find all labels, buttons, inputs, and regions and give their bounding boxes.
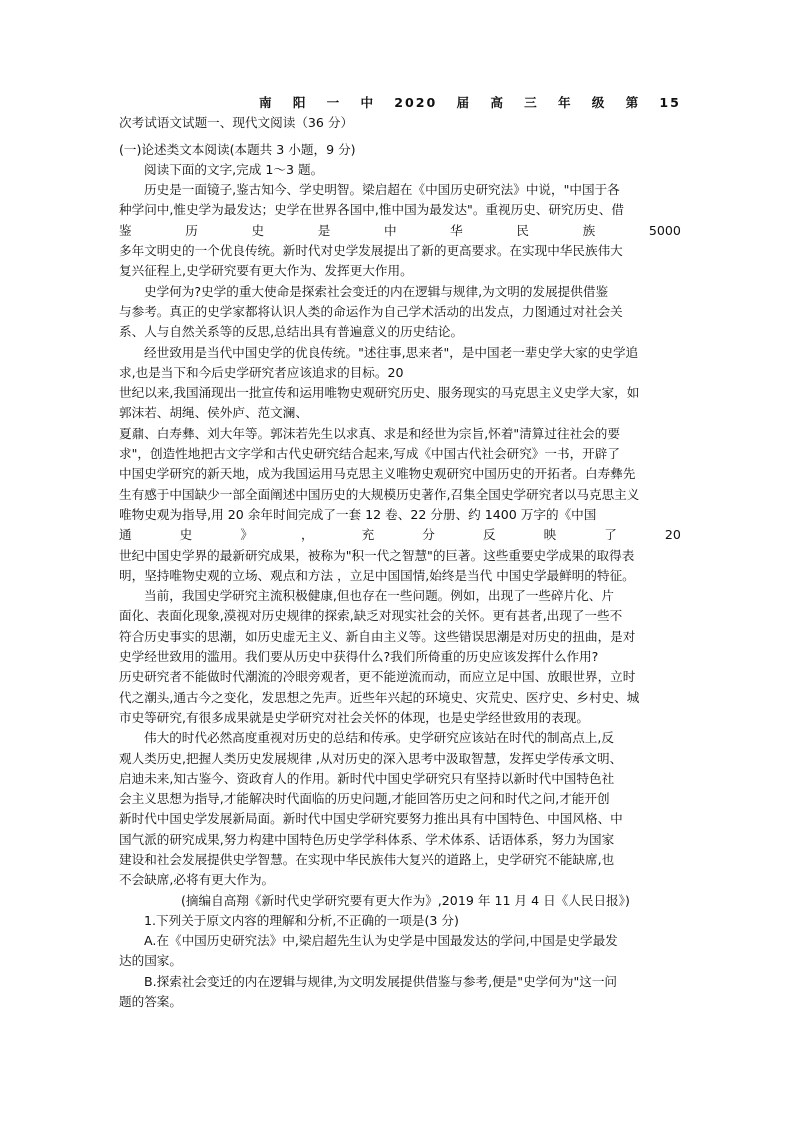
paragraph-line: 系、人与自然关系等的反思,总结出具有普遍意义的历史结论。 xyxy=(119,324,464,340)
option-a-continued: 达的国家。 xyxy=(119,953,182,969)
paragraph-line: 历史是一面镜子,鉴古知今、学史明智。梁启超在《中国历史研究法》中说，"中国于各 xyxy=(144,182,620,198)
title-part: 中 xyxy=(360,95,376,110)
option-b-continued: 题的答案。 xyxy=(119,994,182,1010)
paragraph-line: 不会缺席,必将有更大作为。 xyxy=(119,872,275,888)
paragraph-line: 世纪以来,我国涌现出一批宣传和运用唯物史观研究历史、服务现实的马克思主义史学大家，如 xyxy=(119,385,640,401)
word: 史 xyxy=(179,527,193,543)
paragraph-line: 面化、表面化现象,漠视对历史规律的探索,缺乏对现实社会的关怀。更有甚者,出现了一些不 xyxy=(119,608,623,624)
word: ， xyxy=(300,527,314,543)
paragraph-line: 启迪未来,知古鉴今、资政育人的作用。新时代中国史学研究只有坚持以新时代中国特色社 xyxy=(119,770,615,786)
paragraph-line: 历史研究者不能做时代潮流的冷眼旁观者，更不能逆流而动，而应立足中国、放眼世界，立时 xyxy=(119,669,636,685)
word: 5000 xyxy=(648,222,681,238)
word: 是 xyxy=(317,222,331,238)
word: 史 xyxy=(251,222,265,238)
paragraph-line: 当前，我国史学研究主流积极健康,但也存在一些问题。例如，出现了一些碎片化、片 xyxy=(144,588,614,604)
word: 映 xyxy=(543,527,557,543)
paragraph-line: 复兴征程上,史学研究要有更大作为、发挥更大作用。 xyxy=(119,263,413,279)
word: 通 xyxy=(119,527,132,543)
word: 分 xyxy=(422,527,435,543)
title-part: 一 xyxy=(326,95,342,110)
option-b: B.探索社会变迁的内在逻辑与规律,为文明发展提供借鉴与参考,便是"史学何为"这一问 xyxy=(144,973,618,989)
paragraph-line: 符合历史事实的思潮，如历史虚无主义、新自由主义等。这些错误思潮是对历史的扭曲，是对 xyxy=(119,628,636,644)
paragraph-line: 市史等研究,有很多成果就是史学研究对社会关怀的体现，也是史学经世致用的表现。 xyxy=(119,709,589,725)
paragraph-line: 观人类历史,把握人类历史发展规律 ,从对历史的深入思考中汲取智慧，发挥史学传承文明、 xyxy=(119,750,623,766)
paragraph-line-justified xyxy=(119,525,681,545)
section-instruction: 阅读下面的文字,完成 1～3 题。 xyxy=(144,161,324,177)
title-part: 15 xyxy=(659,95,681,110)
paragraph-line: 求,也是当下和今后史学研究者应该追求的目标。20 xyxy=(119,364,404,380)
title-part: 三 xyxy=(524,95,539,110)
option-a: A.在《中国历史研究法》中,梁启超先生认为史学是中国最发达的学问,中国是史学最发 xyxy=(144,933,618,949)
title-part: 阳 xyxy=(292,95,308,110)
source-citation: (摘编自高翔《新时代史学研究要有更大作为》,2019 年 11 月 4 日《人民日报》) xyxy=(181,892,630,908)
paragraph-line: 经世致用是当代中国史学的优良传统。"述往事,思来者"，是中国老一辈史学大家的史学追 xyxy=(144,344,639,360)
exam-title-continued: 次考试语文试题一、现代文阅读（36 分） xyxy=(119,115,354,131)
title-part: 南 xyxy=(259,95,274,110)
paragraph-line: 新时代中国史学发展新局面。新时代中国史学研究要努力推出具有中国特色、中国风格、中 xyxy=(119,811,623,827)
paragraph-line: 世纪中国史学界的最新研究成果，被称为"积一代之智慧"的巨著。这些重要史学成果的取得表 xyxy=(119,547,635,563)
paragraph-line: 生有感于中国缺少一部全面阐述中国历史的大规模历史著作,召集全国史学研究者以马克思主义 xyxy=(119,486,640,502)
document-body xyxy=(119,93,681,1012)
paragraph-line: 种学问中,惟史学为最发达；史学在世界各国中,惟中国为最发达"。重视历史、研究历史、借 xyxy=(119,202,624,218)
paragraph-line: 史学经世致用的滥用。我们要从历史中获得什么?我们所倚重的历史应该发挥什么作用? xyxy=(119,649,599,665)
paragraph-line: 建设和社会发展提供史学智慧。在实现中华民族伟大复兴的道路上，史学研究不能缺席,也 xyxy=(119,851,615,867)
word: 中 xyxy=(383,222,397,238)
word: 族 xyxy=(582,222,596,238)
paragraph-line: 史学何为?史学的重大使命是探索社会变迁的内在逻辑与规律,为文明的发展提供借鉴 xyxy=(144,283,609,299)
paragraph-line: 明，坚持唯物史观的立场、观点和方法 ，立足中国国情,始终是当代 中国史学最鲜明的特征。 xyxy=(119,567,635,583)
paragraph-line: 国气派的研究成果,努力构建中国特色历史学学科体系、学术体系、话语体系，努力为国家 xyxy=(119,831,615,847)
title-part: 第 xyxy=(625,95,641,110)
word: 民 xyxy=(516,222,529,238)
paragraph-line: 与参考。真正的史学家都将认识人类的命运作为自己学术活动的出发点，力图通过对社会关 xyxy=(119,303,623,319)
paragraph-line: 求"，创造性地把古文字学和古代史研究结合起来,写成《中国古代社会研究》一书，开辟了 xyxy=(119,446,620,462)
word: 20 xyxy=(664,527,681,543)
word: 充 xyxy=(361,527,375,543)
paragraph-line: 唯物史观为指导,用 20 余年时间完成了一套 12 卷、22 分册、约 1400 万字的《中国 xyxy=(119,506,597,522)
paragraph-line: 多年文明史的一个优良传统。新时代对史学发展提出了新的更高要求。在实现中华民族伟大 xyxy=(119,243,623,259)
word: 鉴 xyxy=(119,222,132,238)
paragraph-line-justified xyxy=(119,221,681,241)
word: 反 xyxy=(482,527,496,543)
paragraph-line: 代之潮头,通古今之变化，发思想之先声。近些年兴起的环境史、灾荒史、医疗史、乡村史、城 xyxy=(119,689,640,705)
title-part: 届 xyxy=(456,95,472,110)
paragraph-line: 夏鼐、白寿彝、刘大年等。郭沫若先生以求真、求是和经世为宗旨,怀着"清算过往社会的要 xyxy=(119,425,620,441)
title-part: 级 xyxy=(591,95,607,110)
title-part: 高 xyxy=(490,95,505,110)
word: 了 xyxy=(604,527,617,543)
title-part: 年 xyxy=(557,95,573,110)
paragraph-line: 伟大的时代必然高度重视对历史的总结和传承。史学研究应该站在时代的制高点上,反 xyxy=(144,730,614,746)
word: 华 xyxy=(450,222,463,238)
section-heading: (一)论述类文本阅读(本题共 3 小题，9 分) xyxy=(119,141,356,157)
word: 历 xyxy=(185,222,198,238)
paragraph-line: 会主义思想为指导,才能解决时代面临的历史问题,才能回答历史之问和时代之问,才能开创 xyxy=(119,791,610,807)
question-stem: 1.下列关于原文内容的理解和分析,不正确的一项是(3 分) xyxy=(144,912,459,928)
paragraph-line: 郭沫若、胡绳、侯外庐、范文澜、 xyxy=(119,405,308,421)
title-part: 2020 xyxy=(394,95,438,110)
word: 》 xyxy=(240,527,253,543)
exam-title xyxy=(119,93,681,113)
paragraph-line: 中国史学研究的新天地，成为我国运用马克思主义唯物史观研究中国历史的开拓者。白寿彝先 xyxy=(119,466,636,482)
